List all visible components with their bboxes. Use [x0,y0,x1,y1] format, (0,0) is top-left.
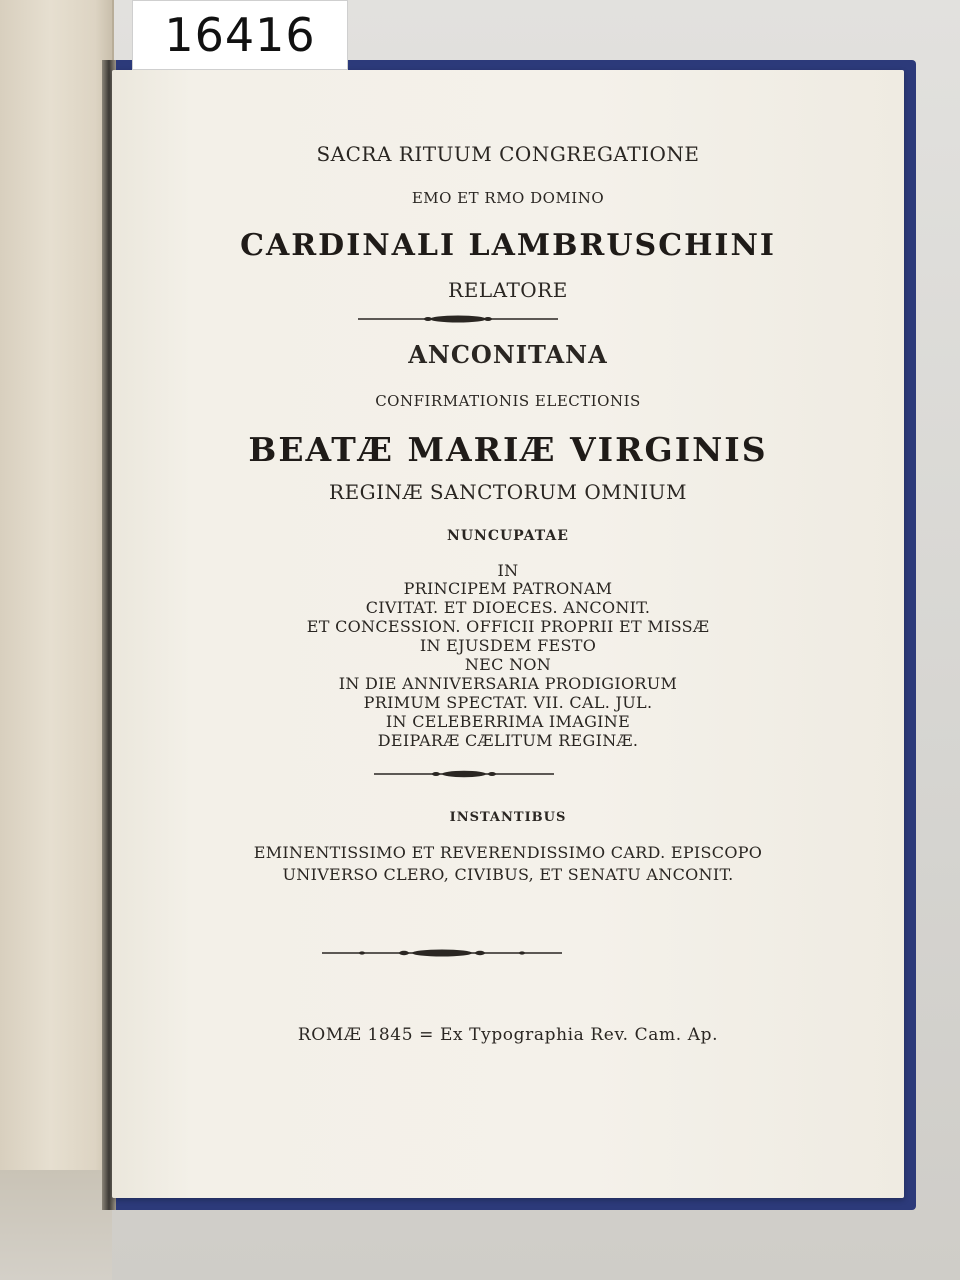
instantibus-line-1: EMINENTISSIMO ET REVERENDISSIMO CARD. EPISCOPO [253,843,763,862]
left-facing-page [0,0,114,1190]
body-line-5: IN EJUSDEM FESTO [419,636,597,655]
body-line-6: NEC NON [464,655,552,674]
congregation-line: SACRA RITUUM CONGREGATIONE [316,142,700,166]
table-surface [0,1170,112,1280]
ornament-rule-2 [374,769,554,779]
anconitana-heading: ANCONITANA [408,340,608,369]
body-line-1: IN [497,561,519,580]
dedication-line: EMO ET RMO DOMINO [411,189,605,207]
body-line-7: IN DIE ANNIVERSARIA PRODIGIORUM [338,674,678,693]
confirmationis-line: CONFIRMATIONIS ELECTIONIS [375,392,641,410]
beatae-mariae-virginis: BEATÆ MARIÆ VIRGINIS [248,430,768,469]
body-line-3: CIVITAT. ET DIOECES. ANCONIT. [365,598,651,617]
inventory-number: 16416 [164,8,316,62]
inventory-label [132,0,348,70]
cardinal-name: CARDINALI LAMBRUSCHINI [240,228,776,263]
instantibus-line-2: UNIVERSO CLERO, CIVIBUS, ET SENATU ANCONIT. [282,865,734,884]
reginae-line: REGINÆ SANCTORUM OMNIUM [329,480,687,504]
body-line-9: IN CELEBERRIMA IMAGINE [385,712,631,731]
ornament-rule-1 [358,314,558,324]
body-line-2: PRINCIPEM PATRONAM [403,579,613,598]
relatore-line: RELATORE [448,278,568,302]
body-line-10: DEIPARÆ CÆLITUM REGINÆ. [377,731,639,750]
nuncupatae-line: NUNCUPATAE [447,528,569,544]
imprint-line: ROMÆ 1845 = Ex Typographia Rev. Cam. Ap. [297,1025,719,1045]
body-line-4: ET CONCESSION. OFFICII PROPRII ET MISSÆ [306,617,710,636]
ornament-rule-3 [322,948,562,958]
instantibus-heading: INSTANTIBUS [449,810,567,825]
body-line-8: PRIMUM SPECTAT. VII. CAL. JUL. [363,693,653,712]
